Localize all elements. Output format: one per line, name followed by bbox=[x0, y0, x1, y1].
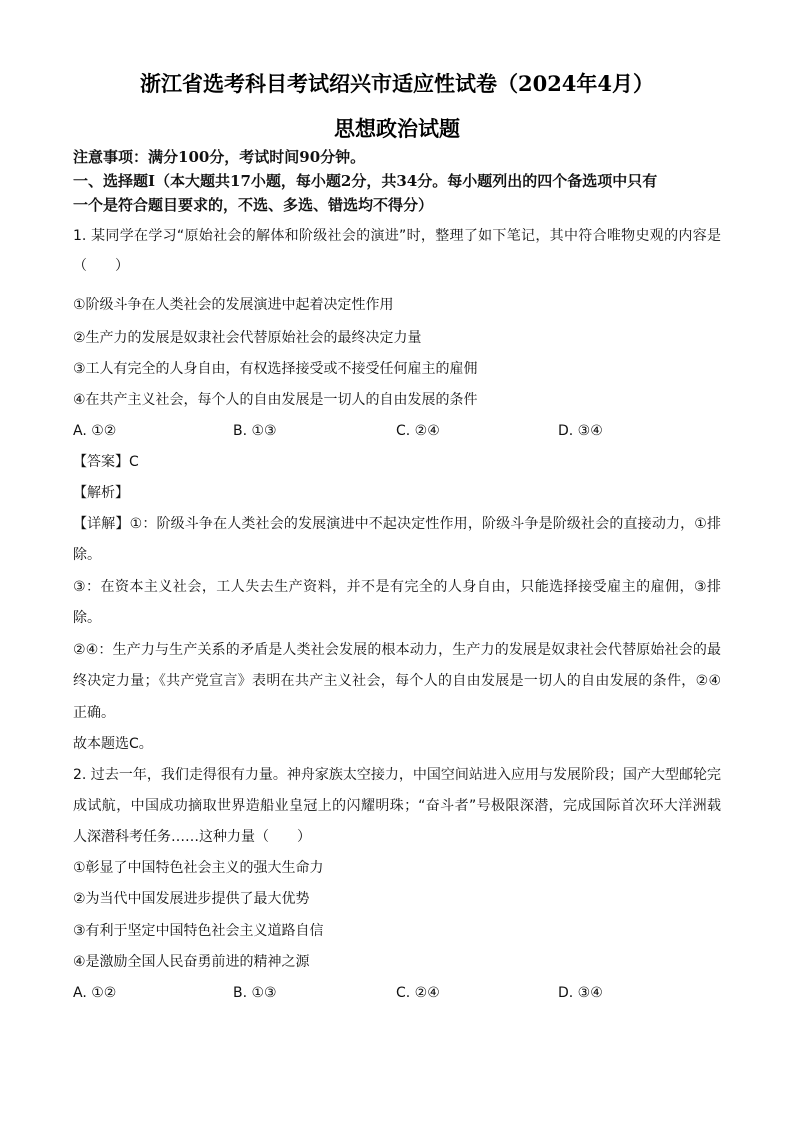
q1-option-d: D. ③④ bbox=[558, 423, 603, 439]
q1-option-b: B. ①③ bbox=[233, 423, 277, 439]
q1-detail-line2: 除。 bbox=[73, 547, 101, 563]
section-heading-line1: 一、选择题Ⅰ（本大题共17小题，每小题2分，共34分。每小题列出的四个备选项中只有 bbox=[73, 172, 658, 190]
q1-detail-line1: 【详解】①：阶级斗争在人类社会的发展演进中不起决定性作用，阶级斗争是阶级社会的直接动力，①排 bbox=[73, 516, 721, 532]
section-heading-line2: 一个是符合题目要求的，不选、多选、错选均不得分） bbox=[73, 196, 434, 214]
q1-detail-line4: 除。 bbox=[73, 610, 101, 626]
q2-stem-line2: 成试航，中国成功摘取世界造船业皇冠上的闪耀明珠；“奋斗者”号极限深潜，完成国际首次环大洋洲载 bbox=[73, 798, 721, 814]
q1-detail-line8: 故本题选C。 bbox=[73, 736, 153, 752]
exam-subtitle: 思想政治试题 bbox=[334, 116, 460, 141]
q1-detail-line3: ③：在资本主义社会，工人失去生产资料，并不是有完全的人身自由，只能选择接受雇主的雇佣，③排 bbox=[73, 579, 721, 595]
q1-stem-line2: （ ） bbox=[73, 258, 129, 274]
q1-detail-line6: 终决定力量；《共产党宣言》表明在共产主义社会，每个人的自由发展是一切人的自由发展的条件，②④ bbox=[73, 673, 721, 689]
q2-option-d: D. ③④ bbox=[558, 985, 603, 1001]
q1-option-a: A. ①② bbox=[73, 423, 117, 439]
q1-detail-line7: 正确。 bbox=[73, 705, 115, 721]
q1-item-1: ①阶级斗争在人类社会的发展演进中起着决定性作用 bbox=[73, 297, 394, 313]
q2-option-a: A. ①② bbox=[73, 985, 117, 1001]
q2-stem-line3: 人深潜科考任务……这种力量（ ） bbox=[73, 829, 311, 845]
q2-item-1: ①彰显了中国特色社会主义的强大生命力 bbox=[73, 860, 324, 876]
notice-text: 注意事项：满分100分，考试时间90分钟。 bbox=[73, 148, 366, 166]
q2-option-c: C. ②④ bbox=[396, 985, 440, 1001]
q2-item-4: ④是激励全国人民奋勇前进的精神之源 bbox=[73, 954, 310, 970]
q1-item-3: ③工人有完全的人身自由，有权选择接受或不接受任何雇主的雇佣 bbox=[73, 361, 478, 377]
q2-item-2: ②为当代中国发展进步提供了最大优势 bbox=[73, 891, 310, 907]
q1-option-c: C. ②④ bbox=[396, 423, 440, 439]
q2-stem-line1: 2. 过去一年，我们走得很有力量。神舟家族太空接力，中国空间站进入应用与发展阶段；国产大型邮轮完 bbox=[73, 767, 721, 783]
q1-item-2: ②生产力的发展是奴隶社会代替原始社会的最终决定力量 bbox=[73, 330, 422, 346]
exam-title: 浙江省选考科目考试绍兴市适应性试卷（2024年4月） bbox=[139, 71, 655, 96]
q1-detail-line5: ②④：生产力与生产关系的矛盾是人类社会发展的根本动力，生产力的发展是奴隶社会代替原始社会的最 bbox=[73, 642, 721, 658]
q1-answer: 【答案】C bbox=[73, 454, 139, 470]
q2-item-3: ③有利于坚定中国特色社会主义道路自信 bbox=[73, 923, 324, 939]
q2-option-b: B. ①③ bbox=[233, 985, 277, 1001]
q1-item-4: ④在共产主义社会，每个人的自由发展是一切人的自由发展的条件 bbox=[73, 392, 478, 408]
q1-analysis-label: 【解析】 bbox=[73, 485, 129, 501]
q1-stem-line1: 1. 某同学在学习“原始社会的解体和阶级社会的演进”时，整理了如下笔记，其中符合唯物史观的内容是 bbox=[73, 228, 721, 244]
